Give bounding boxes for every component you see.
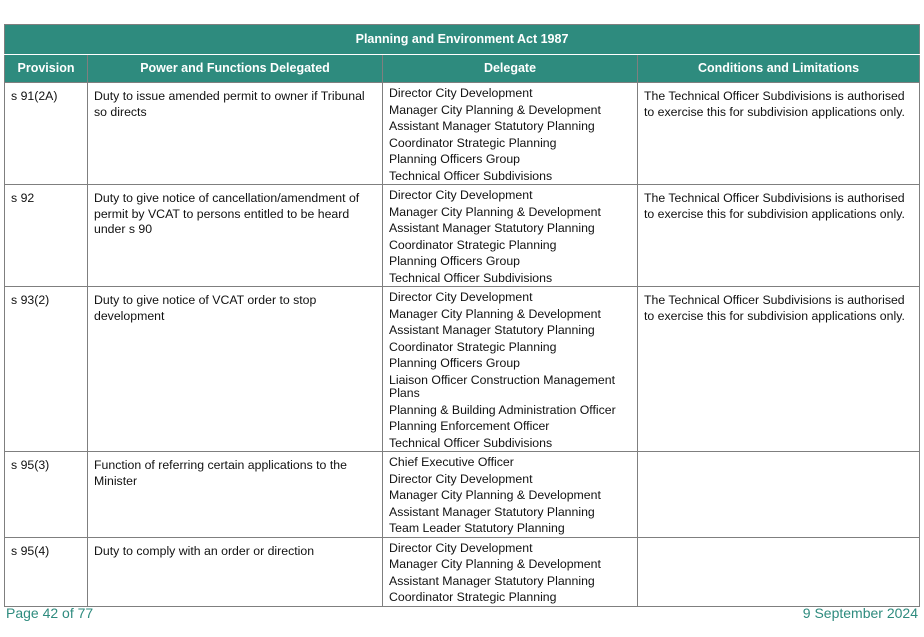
table-row [5,287,920,452]
conditions-text: The Technical Officer Subdivisions is authorised to exercise this for subdivision applications only. [644,293,905,323]
delegate-item: Planning & Building Administration Officer [389,402,616,417]
delegate-item: Manager City Planning & Development [389,306,601,321]
delegate-item: Director City Development [389,86,533,100]
conditions-text: The Technical Officer Subdivisions is authorised to exercise this for subdivision applications only. [644,89,905,119]
table-row [5,452,920,538]
delegate-item: Assistant Manager Statutory Planning [389,221,595,235]
delegate-item: Director City Development [389,471,533,486]
delegate-item: Liaison Officer Construction Management Plans [389,372,616,400]
conditions-cell [638,83,920,185]
provision-text: s 93(2) [11,293,50,307]
delegate-item: Technical Officer Subdivisions [389,270,553,285]
conditions-cell [638,287,920,452]
power-text: Duty to give notice of cancellation/amendment of permit by VCAT to persons entitled to be heard under s 90 [94,191,360,237]
power-cell [88,185,383,287]
delegate-item: Assistant Manager Statutory Planning [389,119,595,133]
delegate-item: Manager City Planning & Development [389,204,601,219]
delegate-item: Director City Development [389,188,533,202]
table-row [5,83,920,185]
power-cell [88,287,383,452]
power-cell [88,537,383,606]
provision-text: s 95(4) [11,543,50,558]
conditions-cell [638,185,920,287]
delegate-item: Team Leader Statutory Planning [389,521,565,535]
delegate-item: Director City Development [389,540,533,555]
header-delegate: Delegate [383,55,638,83]
delegate-cell [383,537,638,606]
conditions-text [638,452,919,458]
power-text: Function of referring certain applications to the Minister [94,458,347,488]
delegate-item: Coordinator Strategic Planning [389,237,557,252]
delegate-item: Assistant Manager Statutory Planning [389,573,595,588]
delegation-table [4,24,920,607]
header-power: Power and Functions Delegated [88,55,383,83]
delegate-cell [383,287,638,452]
power-text: Duty to issue amended permit to owner if Tribunal so directs [94,89,365,119]
conditions-text: The Technical Officer Subdivisions is authorised to exercise this for subdivision applications only. [644,191,905,221]
delegate-item: Assistant Manager Statutory Planning [389,323,595,337]
delegate-item: Chief Executive Officer [389,455,514,469]
delegate-item: Manager City Planning & Development [389,557,601,571]
page-number: Page 42 of 77 [6,605,94,621]
delegate-item: Coordinator Strategic Planning [389,339,557,354]
delegate-cell [383,83,638,185]
delegate-item: Planning Officers Group [389,254,521,268]
delegate-cell [383,185,638,287]
conditions-cell [638,452,920,538]
delegate-item: Assistant Manager Statutory Planning [389,504,595,519]
provision-cell [5,83,88,185]
footer-date: 9 September 2024 [802,605,918,621]
delegate-item: Planning Officers Group [389,152,521,166]
delegate-item: Coordinator Strategic Planning [389,135,557,150]
conditions-text [638,538,919,544]
power-cell [88,452,383,538]
provision-text: s 91(2A) [11,89,58,103]
delegate-item: Manager City Planning & Development [389,488,601,502]
delegate-item: Manager City Planning & Development [389,102,601,117]
table-row [5,537,920,606]
power-cell [88,83,383,185]
delegate-item: Coordinator Strategic Planning [389,590,557,604]
table-title: Planning and Environment Act 1987 [5,25,920,55]
conditions-cell [638,537,920,606]
provision-cell [5,185,88,287]
delegate-item: Technical Officer Subdivisions [389,168,553,183]
provision-cell [5,452,88,538]
header-conditions: Conditions and Limitations [638,55,920,83]
table-row [5,185,920,287]
delegate-item: Director City Development [389,290,533,304]
provision-text: s 95(3) [11,458,50,472]
provision-text: s 92 [11,191,35,205]
provision-cell [5,537,88,606]
delegate-item: Technical Officer Subdivisions [389,435,553,450]
delegate-item: Planning Enforcement Officer [389,419,550,433]
header-provision: Provision [5,55,88,83]
delegate-cell [383,452,638,538]
power-text: Duty to comply with an order or direction [94,543,315,558]
power-text: Duty to give notice of VCAT order to stop development [94,293,317,323]
provision-cell [5,287,88,452]
delegate-item: Planning Officers Group [389,356,521,370]
